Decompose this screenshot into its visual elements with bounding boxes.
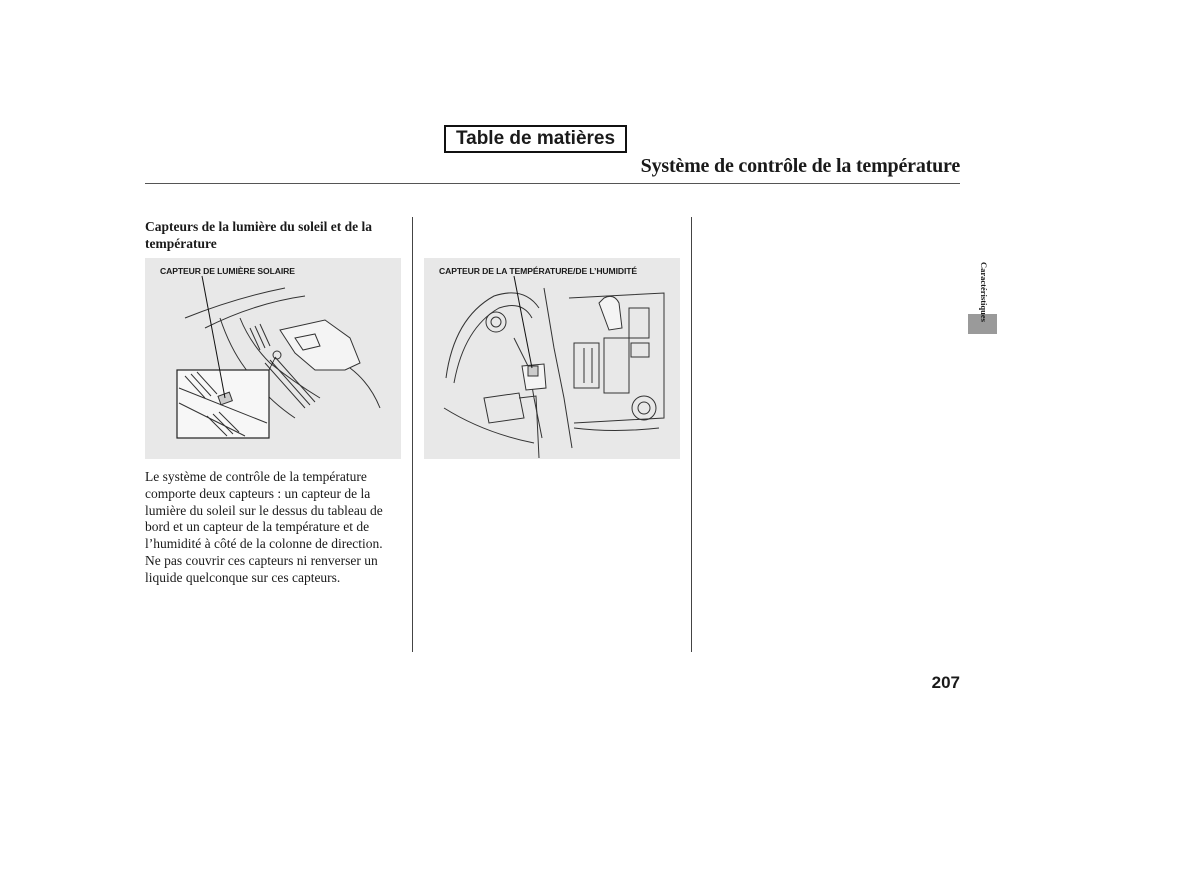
page-number: 207 (931, 673, 960, 692)
sunlight-sensor-illustration (145, 258, 401, 459)
dashboard-drawing (145, 258, 401, 459)
section-tab-text: Caractéristiques (979, 262, 989, 322)
temperature-humidity-sensor-illustration (424, 258, 680, 459)
section-tab-label (975, 262, 989, 422)
table-of-contents-button[interactable]: Table de matières (444, 125, 627, 153)
header-rule (145, 183, 960, 184)
body-paragraph: Le système de contrôle de la température comporte deux capteurs : un capteur de la lumière du soleil sur le dessus du tableau de bord et un capteur de la température et de l’humidité à côté de la colonne de direction. Ne pas couvrir ces capteurs ni renverser un liquide quelconque sur ces capteurs. (145, 469, 383, 585)
subsection-heading: Capteurs de la lumière du soleil et de la température (145, 219, 372, 251)
steering-column-drawing (424, 258, 680, 459)
column-divider (412, 217, 413, 652)
column-divider (691, 217, 692, 652)
figure-label: CAPTEUR DE LUMIÈRE SOLAIRE (160, 266, 295, 276)
figure-label: CAPTEUR DE LA TEMPÉRATURE/DE L’HUMIDITÉ (439, 266, 638, 276)
section-title: Système de contrôle de la température (640, 155, 960, 177)
